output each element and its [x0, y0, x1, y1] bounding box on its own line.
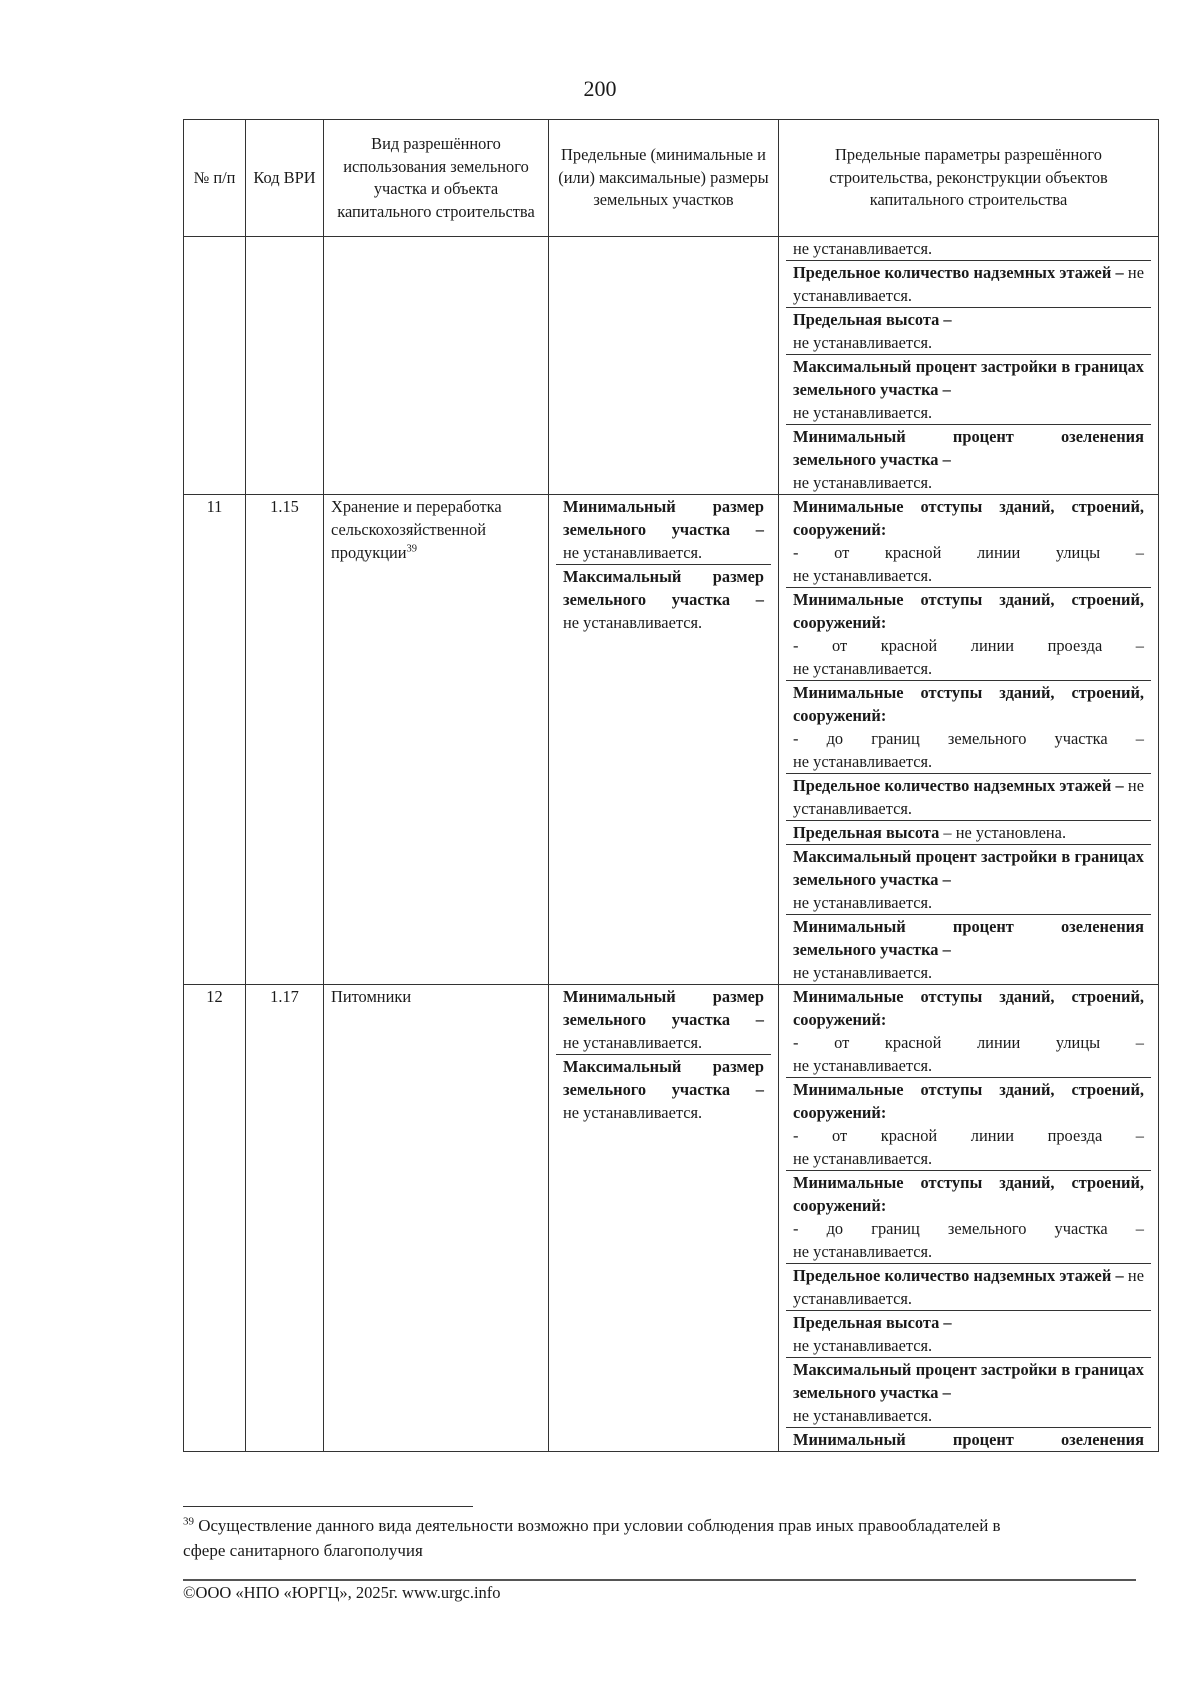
- size-max: Максимальный размер земельного участка – не устанавливается.: [556, 564, 771, 634]
- footnote-ref: 39: [406, 543, 418, 555]
- param-item: Минимальный процент озеленения земельного участка – не устанавливается.: [786, 424, 1151, 494]
- row-code: 1.15: [246, 495, 324, 985]
- row-kind: Питомники: [324, 985, 549, 1452]
- header-size: Предельные (минимальные и (или) максимальные) размеры земельных участков: [549, 120, 779, 237]
- param-item: Максимальный процент застройки в границах земельного участка – не устанавливается.: [786, 844, 1151, 914]
- param-item: Минимальный процент озеленения: [786, 1427, 1151, 1451]
- param-item: Предельная высота – не установлена.: [786, 820, 1151, 844]
- row-code: 1.17: [246, 985, 324, 1452]
- param-item: не устанавливается.: [793, 239, 933, 258]
- table-header-row: [184, 120, 1159, 237]
- size-max: Максимальный размер земельного участка – не устанавливается.: [556, 1054, 771, 1124]
- table-row: [184, 985, 1159, 1452]
- footer-divider: [183, 1579, 1136, 1581]
- header-kind: Вид разрешённого использования земельного участка и объекта капитального строительства: [324, 120, 549, 237]
- footnote-divider: [183, 1506, 473, 1507]
- param-item: Минимальные отступы зданий, строений, сооружений: - от красной линии проезда – не устанавливается.: [786, 1077, 1151, 1170]
- params-cell: [779, 985, 1159, 1452]
- param-item: Минимальные отступы зданий, строений, сооружений: - до границ земельного участка – не устанавливается.: [786, 680, 1151, 773]
- param-item: Предельное количество надземных этажей – не устанавливается.: [786, 1263, 1151, 1310]
- param-item: Предельная высота – не устанавливается.: [786, 307, 1151, 354]
- param-item: Минимальный процент озеленения земельного участка – не устанавливается.: [786, 914, 1151, 984]
- param-item: Предельная высота – не устанавливается.: [786, 1310, 1151, 1357]
- param-item: Минимальные отступы зданий, строений, сооружений: - от красной линии улицы – не устанавливается.: [793, 987, 1144, 1075]
- page-number: 200: [583, 76, 617, 101]
- row-number: 12: [184, 985, 246, 1452]
- header-num: № п/п: [184, 120, 246, 237]
- table-row: [184, 495, 1159, 985]
- copyright: ©ООО «НПО «ЮРГЦ», 2025г. www.urgc.info: [183, 1583, 501, 1602]
- params-cell: [779, 237, 1159, 495]
- header-code: Код ВРИ: [246, 120, 324, 237]
- footnote: $^{39}$ Осуществление данного вида деятельности возможно при условии соблюдения прав иных правообладателей в сфере санитарного благополучия: [183, 1515, 1001, 1560]
- param-item: Минимальные отступы зданий, строений, сооружений: - от красной линии улицы – не устанавливается.: [793, 497, 1144, 585]
- param-item: Минимальные отступы зданий, строений, сооружений: - от красной линии проезда – не устанавливается.: [786, 587, 1151, 680]
- size-cell: [549, 495, 779, 985]
- size-cell: [549, 985, 779, 1452]
- size-min: Минимальный размер земельного участка – не устанавливается.: [563, 497, 764, 562]
- size-min: Минимальный размер земельного участка – не устанавливается.: [563, 987, 764, 1052]
- param-item: Максимальный процент застройки в границах земельного участка – не устанавливается.: [786, 1357, 1151, 1427]
- row-kind: Хранение и переработка сельскохозяйственной продукции$^{39}$: [324, 495, 549, 985]
- regulations-table: [183, 119, 1159, 1452]
- param-item: Максимальный процент застройки в границах земельного участка – не устанавливается.: [786, 354, 1151, 424]
- param-item: Предельное количество надземных этажей – не устанавливается.: [786, 260, 1151, 307]
- param-item: Предельное количество надземных этажей – не устанавливается.: [786, 773, 1151, 820]
- table-row-continuation: [184, 237, 1159, 495]
- params-cell: [779, 495, 1159, 985]
- param-item: Минимальные отступы зданий, строений, сооружений: - до границ земельного участка – не устанавливается.: [786, 1170, 1151, 1263]
- header-params: Предельные параметры разрешённого строительства, реконструкции объектов капитального строительства: [779, 120, 1159, 237]
- row-number: 11: [184, 495, 246, 985]
